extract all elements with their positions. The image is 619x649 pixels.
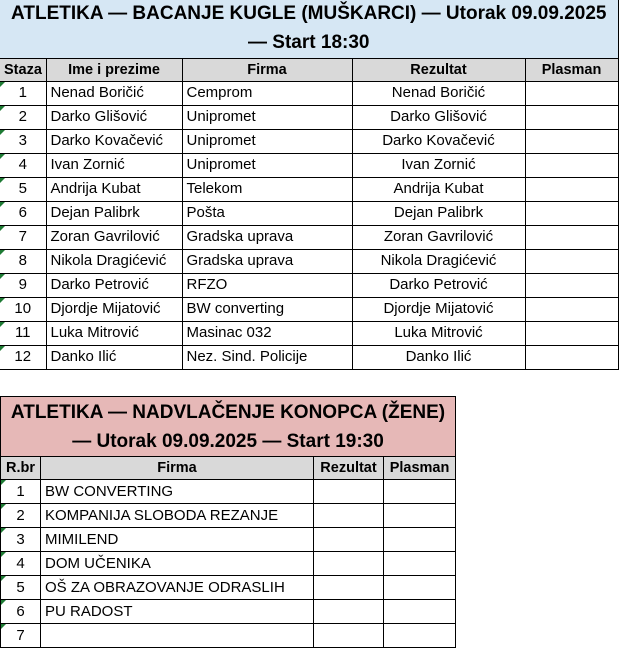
cell-staza[interactable]: 3 bbox=[0, 129, 46, 153]
cell-ime[interactable]: Nikola Dragićević bbox=[46, 249, 182, 273]
cell-firma[interactable]: Pošta bbox=[182, 201, 352, 225]
cell-firma[interactable]: OŠ ZA OBRAZOVANJE ODRASLIH bbox=[41, 576, 314, 600]
table-row bbox=[1, 552, 456, 576]
cell-plasman[interactable] bbox=[525, 225, 618, 249]
cell-rbr[interactable]: 3 bbox=[1, 528, 41, 552]
cell-plasman[interactable] bbox=[525, 153, 618, 177]
cell-ime[interactable]: Darko Glišović bbox=[46, 105, 182, 129]
cell-rezultat[interactable]: Darko Kovačević bbox=[352, 129, 525, 153]
cell-staza[interactable]: 9 bbox=[0, 273, 46, 297]
cell-firma[interactable]: Telekom bbox=[182, 177, 352, 201]
table-row bbox=[0, 105, 618, 129]
cell-staza[interactable]: 6 bbox=[0, 201, 46, 225]
tug-of-war-header-row bbox=[1, 457, 456, 480]
tug-of-war-table bbox=[0, 396, 456, 648]
cell-firma[interactable]: Unipromet bbox=[182, 153, 352, 177]
cell-firma[interactable]: Nez. Sind. Policije bbox=[182, 345, 352, 369]
cell-rezultat[interactable] bbox=[314, 576, 384, 600]
cell-ime[interactable]: Andrija Kubat bbox=[46, 177, 182, 201]
cell-firma[interactable]: BW converting bbox=[182, 297, 352, 321]
table-row bbox=[0, 225, 618, 249]
table-row bbox=[0, 153, 618, 177]
cell-rezultat[interactable]: Darko Petrović bbox=[352, 273, 525, 297]
cell-ime[interactable]: Dejan Palibrk bbox=[46, 201, 182, 225]
cell-ime[interactable]: Luka Mitrović bbox=[46, 321, 182, 345]
table-row bbox=[1, 528, 456, 552]
cell-rezultat[interactable]: Andrija Kubat bbox=[352, 177, 525, 201]
cell-rezultat[interactable] bbox=[314, 552, 384, 576]
header-plasman[interactable]: Plasman bbox=[525, 58, 618, 81]
cell-firma[interactable]: Cemprom bbox=[182, 81, 352, 105]
cell-rezultat[interactable]: Djordje Mijatović bbox=[352, 297, 525, 321]
cell-staza[interactable]: 12 bbox=[0, 345, 46, 369]
cell-firma[interactable]: Gradska uprava bbox=[182, 225, 352, 249]
table-row bbox=[0, 81, 618, 105]
cell-firma[interactable]: RFZO bbox=[182, 273, 352, 297]
table-row bbox=[0, 273, 618, 297]
cell-firma[interactable]: MIMILEND bbox=[41, 528, 314, 552]
cell-firma[interactable]: Unipromet bbox=[182, 129, 352, 153]
cell-staza[interactable]: 2 bbox=[0, 105, 46, 129]
cell-rezultat[interactable] bbox=[314, 528, 384, 552]
cell-staza[interactable]: 11 bbox=[0, 321, 46, 345]
cell-rbr[interactable]: 7 bbox=[1, 624, 41, 648]
header-rezultat[interactable]: Rezultat bbox=[352, 58, 525, 81]
tug-of-war-title[interactable]: ATLETIKA — NADVLAČENJE KONOPCA (ŽENE) — Utorak 09.09.2025 — Start 19:30 bbox=[1, 397, 456, 457]
cell-firma[interactable] bbox=[41, 624, 314, 648]
table-row bbox=[1, 576, 456, 600]
table-row bbox=[1, 504, 456, 528]
cell-ime[interactable]: Zoran Gavrilović bbox=[46, 225, 182, 249]
cell-ime[interactable]: Darko Kovačević bbox=[46, 129, 182, 153]
header-firma[interactable]: Firma bbox=[41, 457, 314, 480]
cell-plasman[interactable] bbox=[384, 528, 456, 552]
cell-rbr[interactable]: 2 bbox=[1, 504, 41, 528]
cell-rezultat[interactable] bbox=[314, 504, 384, 528]
cell-plasman[interactable] bbox=[525, 273, 618, 297]
cell-rbr[interactable]: 4 bbox=[1, 552, 41, 576]
cell-rbr[interactable]: 6 bbox=[1, 600, 41, 624]
cell-plasman[interactable] bbox=[525, 177, 618, 201]
cell-rezultat[interactable]: Dejan Palibrk bbox=[352, 201, 525, 225]
cell-plasman[interactable] bbox=[384, 576, 456, 600]
cell-firma[interactable]: Unipromet bbox=[182, 105, 352, 129]
table-row bbox=[1, 480, 456, 504]
cell-plasman[interactable] bbox=[525, 129, 618, 153]
table-row bbox=[0, 249, 618, 273]
header-rbr[interactable]: R.br bbox=[1, 457, 41, 480]
cell-plasman[interactable] bbox=[525, 105, 618, 129]
cell-rbr[interactable]: 5 bbox=[1, 576, 41, 600]
cell-plasman[interactable] bbox=[525, 81, 618, 105]
table-row bbox=[0, 345, 618, 369]
cell-staza[interactable]: 7 bbox=[0, 225, 46, 249]
table-row bbox=[1, 624, 456, 648]
cell-rezultat[interactable] bbox=[314, 600, 384, 624]
shot-put-title[interactable]: ATLETIKA — BACANJE KUGLE (MUŠKARCI) — Utorak 09.09.2025 — Start 18:30 bbox=[0, 0, 618, 58]
cell-plasman[interactable] bbox=[525, 297, 618, 321]
cell-rezultat[interactable]: Ivan Zornić bbox=[352, 153, 525, 177]
cell-rezultat[interactable]: Danko Ilić bbox=[352, 345, 525, 369]
cell-ime[interactable]: Danko Ilić bbox=[46, 345, 182, 369]
header-firma[interactable]: Firma bbox=[182, 58, 352, 81]
cell-firma[interactable]: PU RADOST bbox=[41, 600, 314, 624]
table-row bbox=[0, 297, 618, 321]
table-row bbox=[0, 177, 618, 201]
cell-firma[interactable]: DOM UČENIKA bbox=[41, 552, 314, 576]
header-ime-i-prezime[interactable]: Ime i prezime bbox=[46, 58, 182, 81]
cell-staza[interactable]: 1 bbox=[0, 81, 46, 105]
cell-staza[interactable]: 5 bbox=[0, 177, 46, 201]
cell-plasman[interactable] bbox=[384, 624, 456, 648]
cell-ime[interactable]: Nenad Boričić bbox=[46, 81, 182, 105]
cell-firma[interactable]: BW CONVERTING bbox=[41, 480, 314, 504]
table-row bbox=[0, 321, 618, 345]
cell-ime[interactable]: Ivan Zornić bbox=[46, 153, 182, 177]
header-rezultat[interactable]: Rezultat bbox=[314, 457, 384, 480]
cell-staza[interactable]: 4 bbox=[0, 153, 46, 177]
table-row bbox=[0, 129, 618, 153]
cell-plasman[interactable] bbox=[525, 249, 618, 273]
cell-rezultat[interactable]: Nenad Boričić bbox=[352, 81, 525, 105]
table-row bbox=[0, 201, 618, 225]
cell-firma[interactable]: Masinac 032 bbox=[182, 321, 352, 345]
shot-put-header-row bbox=[0, 58, 618, 81]
cell-plasman[interactable] bbox=[384, 600, 456, 624]
cell-rezultat[interactable]: Darko Glišović bbox=[352, 105, 525, 129]
table-row bbox=[1, 600, 456, 624]
cell-rezultat[interactable]: Luka Mitrović bbox=[352, 321, 525, 345]
cell-plasman[interactable] bbox=[384, 552, 456, 576]
cell-plasman[interactable] bbox=[384, 480, 456, 504]
cell-ime[interactable]: Darko Petrović bbox=[46, 273, 182, 297]
cell-rezultat[interactable] bbox=[314, 624, 384, 648]
cell-ime[interactable]: Djordje Mijatović bbox=[46, 297, 182, 321]
cell-plasman[interactable] bbox=[525, 201, 618, 225]
cell-rbr[interactable]: 1 bbox=[1, 480, 41, 504]
cell-rezultat[interactable]: Nikola Dragićević bbox=[352, 249, 525, 273]
cell-staza[interactable]: 10 bbox=[0, 297, 46, 321]
cell-rezultat[interactable] bbox=[314, 480, 384, 504]
cell-firma[interactable]: KOMPANIJA SLOBODA REZANJE bbox=[41, 504, 314, 528]
cell-plasman[interactable] bbox=[525, 345, 618, 369]
cell-staza[interactable]: 8 bbox=[0, 249, 46, 273]
header-staza[interactable]: Staza bbox=[0, 58, 46, 81]
cell-rezultat[interactable]: Zoran Gavrilović bbox=[352, 225, 525, 249]
cell-plasman[interactable] bbox=[384, 504, 456, 528]
header-plasman[interactable]: Plasman bbox=[384, 457, 456, 480]
cell-firma[interactable]: Gradska uprava bbox=[182, 249, 352, 273]
cell-plasman[interactable] bbox=[525, 321, 618, 345]
